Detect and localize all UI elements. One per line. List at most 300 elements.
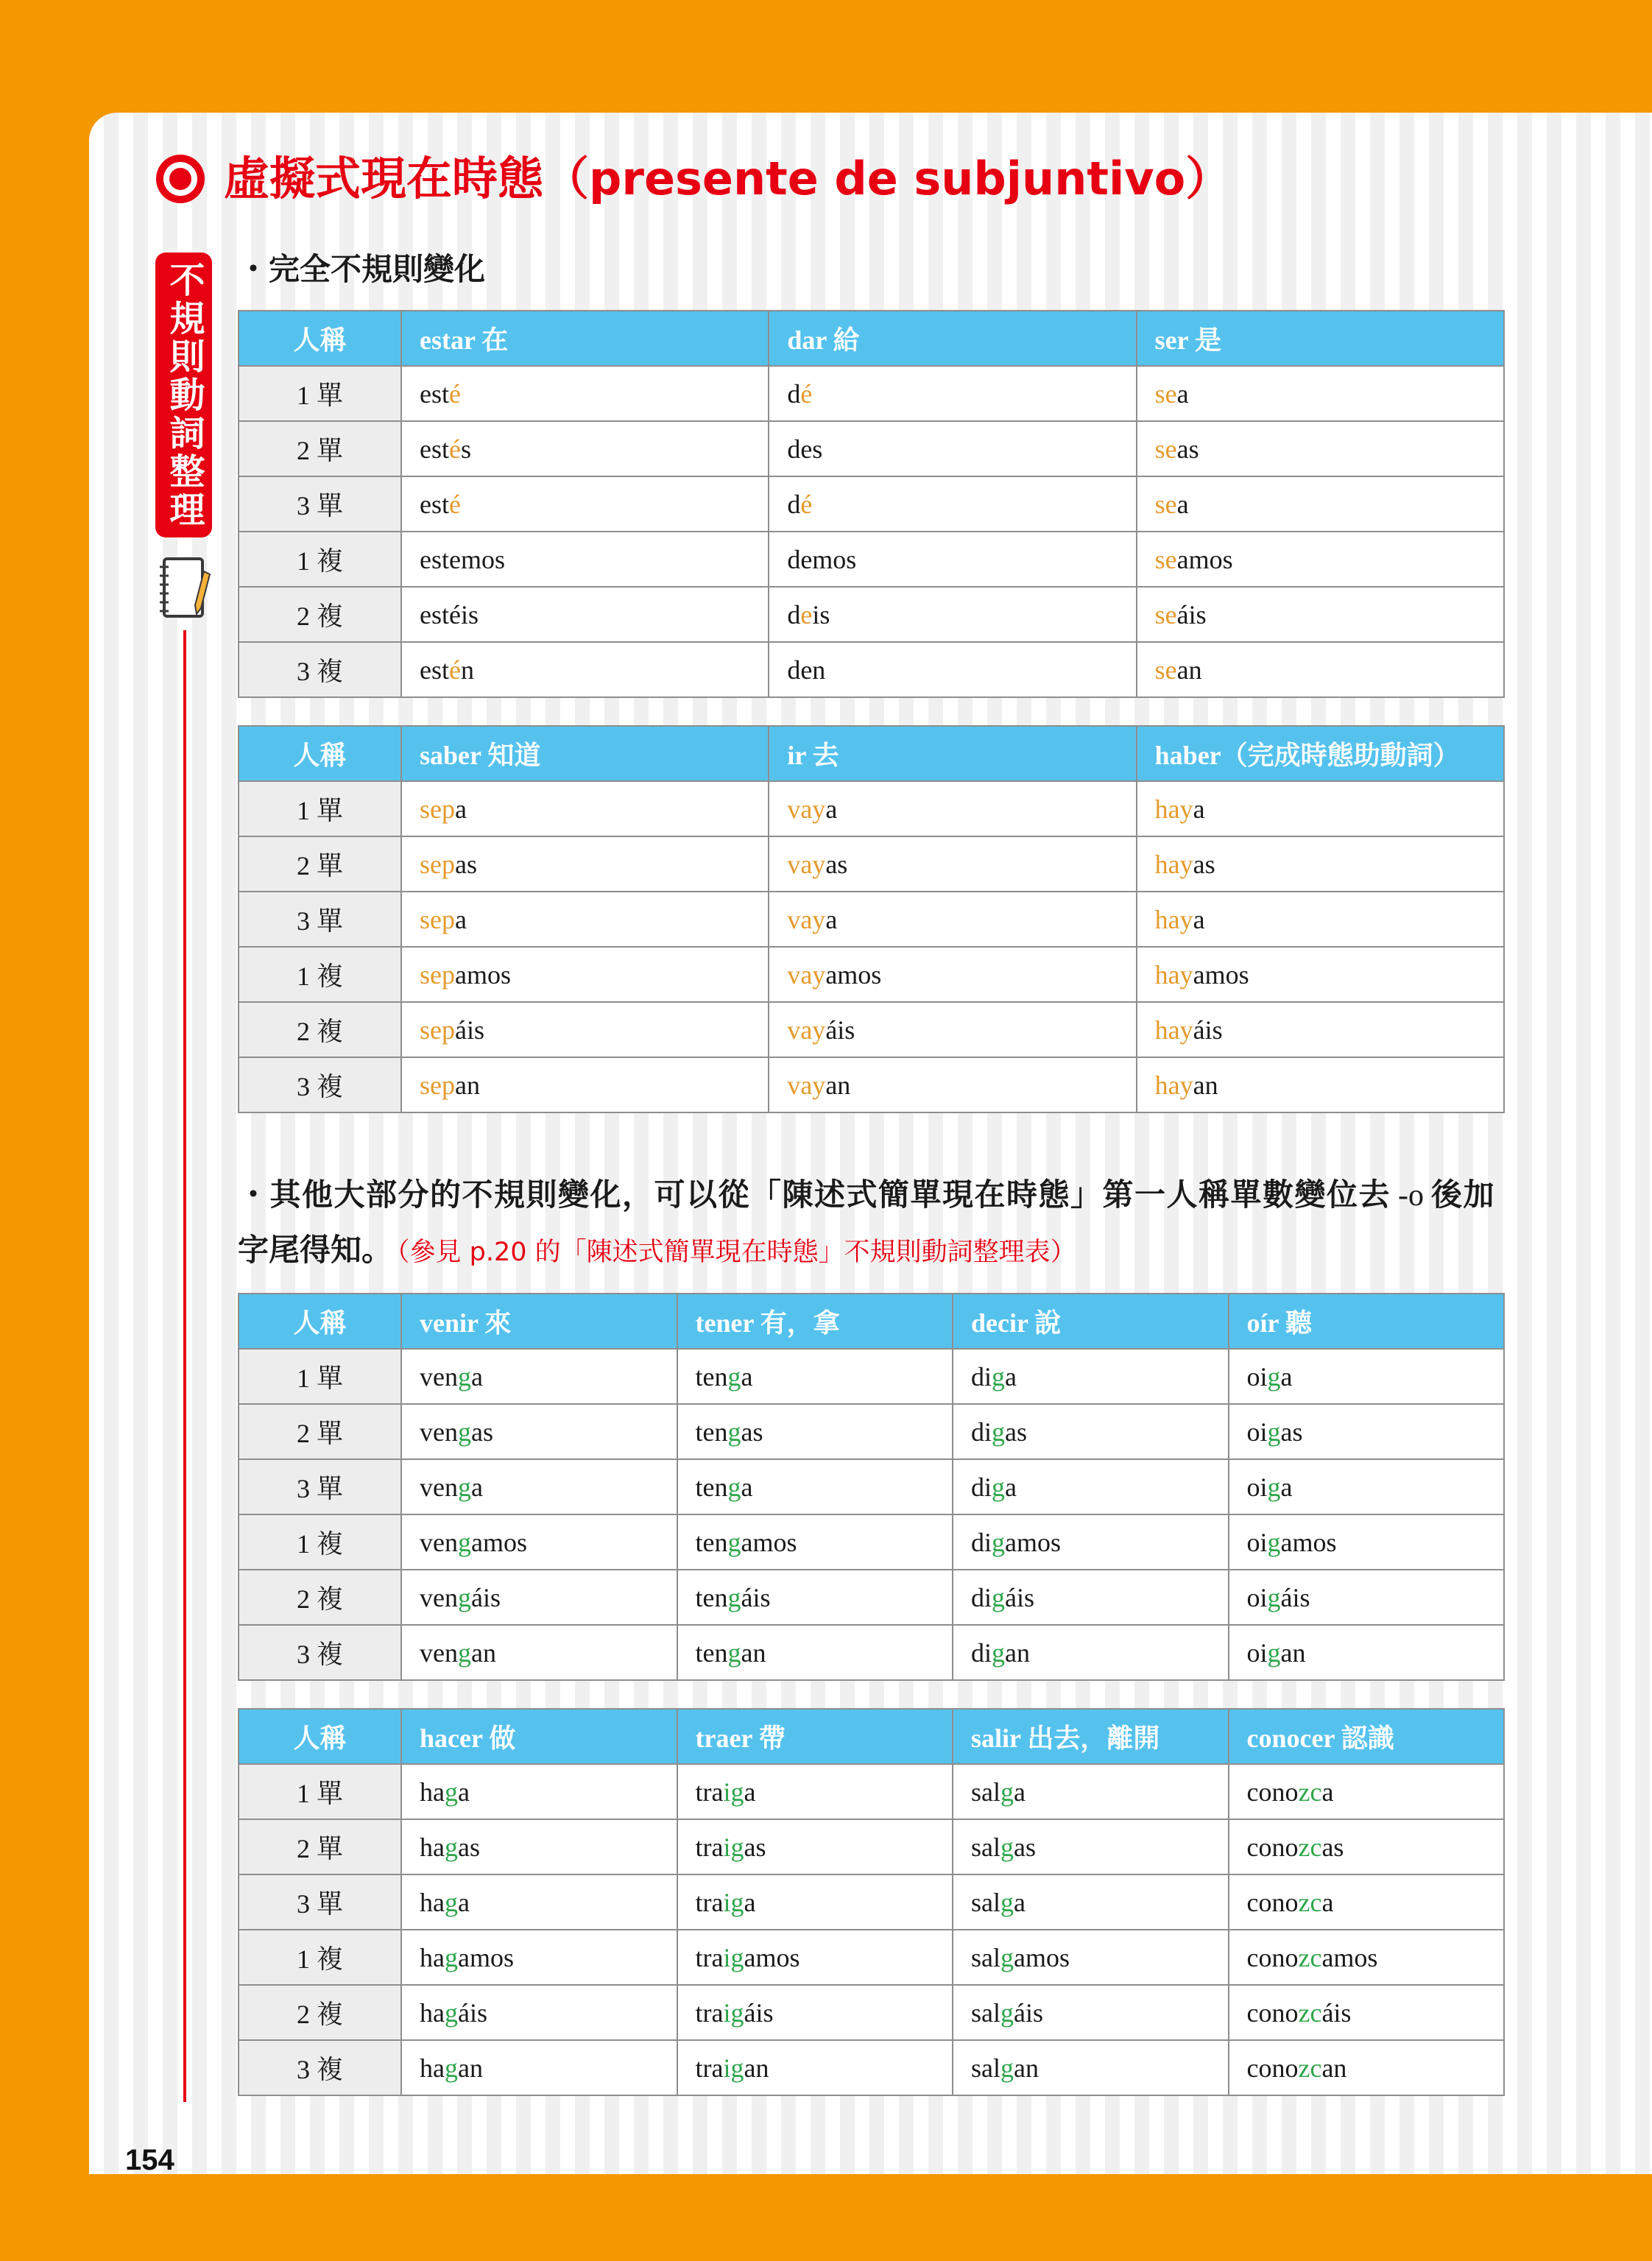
- form-suffix: áis: [744, 1997, 774, 2028]
- form-highlight: g: [727, 1527, 741, 1557]
- form-suffix: amos: [455, 959, 511, 990]
- form-suffix: a: [1280, 1472, 1293, 1502]
- form-highlight: ig: [723, 1887, 744, 1917]
- conjugation-cell: [1229, 2040, 1505, 2095]
- form-prefix: oi: [1246, 1527, 1268, 1557]
- form-prefix: ha: [420, 2053, 445, 2083]
- conjugation-cell: [1229, 1570, 1505, 1625]
- person-cell: 3 單: [239, 476, 401, 532]
- conjugation-cell: [953, 1514, 1229, 1570]
- conjugation-cell: [401, 476, 769, 532]
- form-highlight: se: [1154, 378, 1177, 409]
- conjugation-cell: [953, 1570, 1229, 1625]
- verb-column-header: conocer 認識: [1229, 1709, 1505, 1764]
- person-cell: 2 複: [239, 587, 401, 642]
- form-suffix: a: [457, 1887, 470, 1917]
- person-cell: 1 單: [239, 1764, 401, 1819]
- form-suffix: a: [1005, 1361, 1017, 1391]
- form-prefix: cono: [1246, 1997, 1299, 2028]
- side-tab-label: 不規則動詞整理: [163, 261, 205, 529]
- form-prefix: ten: [695, 1527, 728, 1557]
- form-suffix: an: [744, 2053, 769, 2083]
- conjugation-cell: [401, 1764, 677, 1819]
- form-suffix: a: [1193, 794, 1205, 824]
- margin-rule: [183, 630, 186, 2102]
- form-suffix: a: [741, 1361, 753, 1391]
- conjugation-cell: [1229, 1625, 1505, 1680]
- form-highlight: g: [992, 1637, 1006, 1668]
- form-highlight: hay: [1154, 904, 1193, 934]
- form-highlight: e: [800, 599, 813, 629]
- form-suffix: a: [1321, 1887, 1334, 1917]
- verb-column-header: traer 帶: [677, 1709, 953, 1764]
- form-prefix: sal: [971, 1997, 1000, 2028]
- form-suffix: áis: [825, 1015, 855, 1045]
- person-cell: 1 單: [239, 1349, 401, 1404]
- form-highlight: hay: [1154, 959, 1193, 990]
- form-prefix: cono: [1246, 1942, 1299, 1972]
- form-suffix: a: [741, 1472, 753, 1502]
- form-highlight: ig: [723, 1832, 744, 1862]
- conjugation-cell: [769, 642, 1136, 697]
- table-row: [239, 836, 1504, 892]
- table-row: [239, 1764, 1504, 1819]
- conjugation-cell: [401, 1349, 677, 1404]
- verb-column-header: tener 有，拿: [677, 1294, 953, 1349]
- form-highlight: g: [992, 1472, 1006, 1502]
- form-prefix: di: [971, 1361, 992, 1391]
- person-cell: 1 複: [239, 532, 401, 587]
- conjugation-cell: [769, 947, 1136, 1002]
- person-cell: 2 單: [239, 1404, 401, 1459]
- form-highlight: zc: [1298, 1942, 1322, 1972]
- conjugation-table: [238, 1293, 1505, 1681]
- table-row: [239, 2040, 1504, 2095]
- form-highlight: zc: [1298, 1887, 1322, 1917]
- conjugation-cell: [769, 476, 1136, 532]
- form-prefix: den: [787, 655, 826, 685]
- conjugation-cell: [1137, 587, 1504, 642]
- form-highlight: sep: [420, 794, 455, 824]
- form-suffix: a: [1014, 1887, 1026, 1917]
- form-suffix: áis: [1321, 1997, 1352, 2028]
- form-suffix: amos: [1321, 1942, 1378, 1972]
- form-suffix: amos: [1280, 1527, 1337, 1557]
- conjugation-cell: [1229, 1349, 1505, 1404]
- form-suffix: a: [1280, 1361, 1293, 1391]
- form-suffix: an: [1014, 2053, 1039, 2083]
- form-highlight: vay: [787, 904, 826, 934]
- form-prefix: estéis: [420, 599, 479, 629]
- header-row: [239, 311, 1504, 366]
- table-row: [239, 532, 1504, 587]
- conjugation-cell: [953, 1874, 1229, 1930]
- verb-column-header: haber（完成時態助動詞）: [1137, 726, 1504, 781]
- form-suffix: a: [470, 1361, 483, 1391]
- form-prefix: est: [420, 489, 449, 519]
- form-highlight: g: [1267, 1527, 1281, 1557]
- form-highlight: se: [1154, 434, 1177, 464]
- form-prefix: cono: [1246, 1832, 1299, 1862]
- form-highlight: sep: [420, 849, 455, 879]
- form-suffix: an: [1193, 1070, 1218, 1100]
- conjugation-table: [238, 1708, 1505, 2096]
- form-suffix: a: [744, 1777, 756, 1807]
- conjugation-cell: [769, 421, 1136, 476]
- form-highlight: g: [727, 1417, 741, 1447]
- form-suffix: a: [470, 1472, 483, 1502]
- reference-note: （參見 p.20 的「陳述式簡單現在時態」不規則動詞整理表）: [397, 1238, 1076, 1267]
- form-suffix: an: [1005, 1637, 1030, 1668]
- conjugation-cell: [677, 1625, 953, 1680]
- form-highlight: sep: [420, 1070, 455, 1100]
- form-suffix: amos: [457, 1942, 514, 1972]
- form-prefix: est: [420, 378, 449, 409]
- conjugation-cell: [953, 1819, 1229, 1874]
- person-cell: 3 複: [239, 1625, 401, 1680]
- conjugation-cell: [953, 1459, 1229, 1514]
- form-prefix: ven: [420, 1637, 458, 1668]
- conjugation-cell: [677, 1764, 953, 1819]
- form-highlight: se: [1154, 655, 1177, 685]
- conjugation-cell: [677, 1570, 953, 1625]
- form-highlight: sep: [420, 959, 455, 990]
- form-highlight: g: [1000, 1887, 1014, 1917]
- form-suffix: a: [1321, 1777, 1334, 1807]
- conjugation-cell: [401, 1985, 677, 2040]
- conjugation-cell: [769, 1057, 1136, 1112]
- conjugation-cell: [769, 781, 1136, 836]
- form-prefix: tra: [695, 1997, 724, 2028]
- form-highlight: g: [1267, 1637, 1281, 1668]
- form-prefix: ha: [420, 1887, 445, 1917]
- verb-column-header: ser 是: [1137, 311, 1504, 366]
- form-suffix: amos: [1005, 1527, 1062, 1557]
- verb-column-header: dar 給: [769, 311, 1136, 366]
- form-prefix: ten: [695, 1637, 728, 1668]
- person-cell: 2 複: [239, 1570, 401, 1625]
- conjugation-cell: [401, 642, 769, 697]
- form-prefix: d: [787, 599, 801, 629]
- verb-column-header: venir 來: [401, 1294, 677, 1349]
- form-highlight: g: [457, 1637, 471, 1668]
- form-prefix: ha: [420, 1942, 445, 1972]
- form-prefix: tra: [695, 1777, 724, 1807]
- form-suffix: áis: [470, 1582, 501, 1612]
- table-row: [239, 421, 1504, 476]
- form-highlight: vay: [787, 1070, 826, 1100]
- form-highlight: se: [1154, 489, 1177, 519]
- form-prefix: sal: [971, 1942, 1000, 1972]
- form-highlight: g: [457, 1417, 471, 1447]
- form-highlight: g: [992, 1527, 1006, 1557]
- form-prefix: ha: [420, 1777, 445, 1807]
- page-number: 154: [125, 2144, 174, 2176]
- form-prefix: ven: [420, 1417, 458, 1447]
- conjugation-cell: [953, 1985, 1229, 2040]
- form-suffix: an: [1280, 1637, 1306, 1668]
- form-prefix: ten: [695, 1417, 728, 1447]
- form-highlight: g: [1000, 1832, 1014, 1862]
- table-row: [239, 1570, 1504, 1625]
- form-highlight: se: [1154, 544, 1177, 574]
- form-suffix: a: [1005, 1472, 1017, 1502]
- conjugation-cell: [1137, 892, 1504, 947]
- form-highlight: zc: [1298, 2053, 1322, 2083]
- table-row: [239, 947, 1504, 1002]
- form-suffix: áis: [1005, 1582, 1035, 1612]
- form-highlight: g: [457, 1361, 471, 1391]
- section-heading-continuation: [238, 1231, 1076, 1271]
- person-column-header: 人稱: [239, 311, 401, 366]
- form-prefix: oi: [1246, 1637, 1268, 1668]
- form-suffix: amos: [744, 1942, 800, 1972]
- conjugation-cell: [677, 1459, 953, 1514]
- conjugation-cell: [401, 2040, 677, 2095]
- form-highlight: é: [449, 434, 461, 464]
- conjugation-cell: [953, 2040, 1229, 2095]
- form-prefix: est: [420, 434, 449, 464]
- conjugation-cell: [401, 1874, 677, 1930]
- section-heading-other-irregular: [238, 1176, 1495, 1215]
- form-highlight: zc: [1298, 1832, 1322, 1862]
- form-highlight: g: [1000, 2053, 1014, 2083]
- form-prefix: oi: [1246, 1582, 1268, 1612]
- form-highlight: é: [449, 378, 461, 409]
- form-highlight: vay: [787, 849, 826, 879]
- conjugation-cell: [769, 892, 1136, 947]
- form-highlight: g: [727, 1361, 741, 1391]
- form-suffix: a: [1176, 489, 1189, 519]
- table-row: [239, 781, 1504, 836]
- header-row: [239, 1294, 1504, 1349]
- heading-text-tail: 後加: [1431, 1177, 1496, 1213]
- heading-text: ・其他大部分的不規則變化，可以從「陳述式簡單現在時態」第一人稱單數變位去: [238, 1177, 1391, 1213]
- form-prefix: sal: [971, 2053, 1000, 2083]
- form-suffix: amos: [1176, 544, 1233, 574]
- form-suffix: a: [1176, 378, 1189, 409]
- conjugation-cell: [677, 1404, 953, 1459]
- table-row: [239, 1625, 1504, 1680]
- form-suffix: as: [744, 1832, 766, 1862]
- conjugation-cell: [1137, 1057, 1504, 1112]
- form-highlight: g: [1267, 1582, 1281, 1612]
- conjugation-cell: [953, 1404, 1229, 1459]
- form-prefix: di: [971, 1472, 992, 1502]
- form-suffix: a: [825, 904, 838, 934]
- person-cell: 2 單: [239, 1819, 401, 1874]
- conjugation-cell: [401, 781, 769, 836]
- form-highlight: g: [1000, 1942, 1014, 1972]
- form-suffix: a: [1193, 904, 1205, 934]
- form-highlight: ig: [723, 1997, 744, 2028]
- conjugation-cell: [953, 1930, 1229, 1985]
- form-prefix: ten: [695, 1361, 728, 1391]
- conjugation-cell: [1229, 1874, 1505, 1930]
- form-suffix: amos: [1014, 1942, 1070, 1972]
- form-highlight: g: [992, 1361, 1006, 1391]
- conjugation-cell: [401, 947, 769, 1002]
- form-highlight: hay: [1154, 1015, 1193, 1045]
- form-highlight: g: [444, 2053, 458, 2083]
- conjugation-cell: [677, 1930, 953, 1985]
- form-highlight: g: [727, 1582, 741, 1612]
- conjugation-cell: [1137, 781, 1504, 836]
- conjugation-cell: [953, 1764, 1229, 1819]
- form-prefix: d: [787, 378, 801, 409]
- conjugation-cell: [769, 532, 1136, 587]
- person-cell: 3 單: [239, 1459, 401, 1514]
- person-cell: 2 單: [239, 836, 401, 892]
- conjugation-cell: [1229, 1514, 1505, 1570]
- table-row: [239, 892, 1504, 947]
- person-cell: 1 單: [239, 366, 401, 421]
- form-suffix: áis: [457, 1997, 487, 2028]
- verb-column-header: oír 聽: [1229, 1294, 1505, 1349]
- heading-text: 字尾得知。: [238, 1232, 393, 1268]
- conjugation-cell: [769, 587, 1136, 642]
- conjugation-cell: [401, 366, 769, 421]
- verb-column-header: salir 出去，離開: [953, 1709, 1229, 1764]
- form-prefix: di: [971, 1527, 992, 1557]
- person-cell: 2 複: [239, 1002, 401, 1057]
- form-prefix: ven: [420, 1527, 458, 1557]
- person-cell: 1 複: [239, 1930, 401, 1985]
- person-cell: 2 複: [239, 1985, 401, 2040]
- form-highlight: é: [800, 378, 813, 409]
- form-highlight: ig: [723, 1777, 744, 1807]
- form-prefix: di: [971, 1637, 992, 1668]
- verb-column-header: hacer 做: [401, 1709, 677, 1764]
- conjugation-cell: [677, 2040, 953, 2095]
- form-suffix: a: [744, 1887, 756, 1917]
- form-prefix: tra: [695, 1887, 724, 1917]
- form-highlight: sep: [420, 904, 455, 934]
- table-row: [239, 587, 1504, 642]
- form-prefix: est: [420, 655, 449, 685]
- form-prefix: tra: [695, 1832, 724, 1862]
- form-suffix: áis: [1014, 1997, 1043, 2028]
- form-prefix: ha: [420, 1832, 445, 1862]
- conjugation-cell: [677, 1819, 953, 1874]
- conjugation-cell: [769, 836, 1136, 892]
- form-highlight: g: [1000, 1777, 1014, 1807]
- form-suffix: áis: [1193, 1015, 1223, 1045]
- side-tab: [155, 253, 212, 537]
- form-prefix: tra: [695, 1942, 724, 1972]
- form-suffix: as: [470, 1417, 493, 1447]
- verb-column-header: saber 知道: [401, 726, 769, 781]
- form-suffix: as: [1005, 1417, 1028, 1447]
- form-highlight: g: [1267, 1472, 1281, 1502]
- header-row: [239, 726, 1504, 781]
- form-suffix: as: [1014, 1832, 1036, 1862]
- table-row: [239, 1514, 1504, 1570]
- conjugation-cell: [1229, 1819, 1505, 1874]
- conjugation-cell: [401, 532, 769, 587]
- form-suffix: as: [825, 849, 848, 879]
- form-suffix: as: [741, 1417, 763, 1447]
- form-suffix: an: [457, 2053, 483, 2083]
- form-highlight: vay: [787, 1015, 826, 1045]
- conjugation-cell: [953, 1625, 1229, 1680]
- person-cell: 3 複: [239, 642, 401, 697]
- conjugation-cell: [401, 421, 769, 476]
- form-suffix: a: [455, 904, 467, 934]
- conjugation-cell: [401, 836, 769, 892]
- conjugation-cell: [401, 1404, 677, 1459]
- form-suffix: n: [460, 655, 474, 685]
- form-prefix: sal: [971, 1832, 1000, 1862]
- conjugation-cell: [401, 1930, 677, 1985]
- form-suffix: a: [457, 1777, 470, 1807]
- form-suffix: a: [455, 794, 467, 824]
- conjugation-cell: [1229, 1459, 1505, 1514]
- form-prefix: cono: [1246, 1887, 1299, 1917]
- conjugation-cell: [1137, 366, 1504, 421]
- form-highlight: vay: [787, 959, 826, 990]
- bullseye-icon: [155, 153, 206, 205]
- form-highlight: g: [444, 1832, 458, 1862]
- conjugation-cell: [769, 366, 1136, 421]
- form-suffix: amos: [825, 959, 882, 990]
- form-suffix: amos: [470, 1527, 527, 1557]
- form-highlight: g: [1267, 1361, 1281, 1391]
- conjugation-cell: [769, 1002, 1136, 1057]
- conjugation-cell: [401, 1459, 677, 1514]
- conjugation-cell: [1137, 836, 1504, 892]
- form-suffix: as: [1321, 1832, 1344, 1862]
- form-prefix: des: [787, 434, 823, 464]
- form-highlight: g: [457, 1472, 471, 1502]
- form-highlight: vay: [787, 794, 826, 824]
- form-suffix: an: [455, 1070, 480, 1100]
- conjugation-cell: [1137, 642, 1504, 697]
- conjugation-cell: [401, 892, 769, 947]
- form-suffix: as: [457, 1832, 480, 1862]
- form-suffix: áis: [741, 1582, 771, 1612]
- person-cell: 3 複: [239, 2040, 401, 2095]
- person-cell: 1 單: [239, 781, 401, 836]
- person-cell: 1 複: [239, 1514, 401, 1570]
- form-prefix: di: [971, 1582, 992, 1612]
- form-suffix: amos: [1193, 959, 1249, 990]
- form-highlight: g: [444, 1777, 458, 1807]
- form-suffix: as: [455, 849, 477, 879]
- conjugation-table: [238, 725, 1505, 1113]
- table-row: [239, 1404, 1504, 1459]
- form-highlight: g: [444, 1942, 458, 1972]
- form-suffix: an: [1321, 2053, 1347, 2083]
- notebook-pencil-icon: [158, 555, 211, 620]
- table-row: [239, 642, 1504, 697]
- form-prefix: cono: [1246, 1777, 1299, 1807]
- conjugation-cell: [401, 587, 769, 642]
- form-highlight: g: [444, 1997, 458, 2028]
- form-highlight: ig: [723, 1942, 744, 1972]
- person-cell: 2 單: [239, 421, 401, 476]
- form-suffix: as: [1280, 1417, 1303, 1447]
- form-prefix: di: [971, 1417, 992, 1447]
- table-row: [239, 1874, 1504, 1930]
- conjugation-cell: [1229, 1404, 1505, 1459]
- form-suffix: áis: [455, 1015, 484, 1045]
- person-column-header: 人稱: [239, 1294, 401, 1349]
- form-prefix: sal: [971, 1887, 1000, 1917]
- form-prefix: demos: [787, 544, 857, 574]
- form-prefix: ha: [420, 1997, 445, 2028]
- form-prefix: oi: [1246, 1472, 1268, 1502]
